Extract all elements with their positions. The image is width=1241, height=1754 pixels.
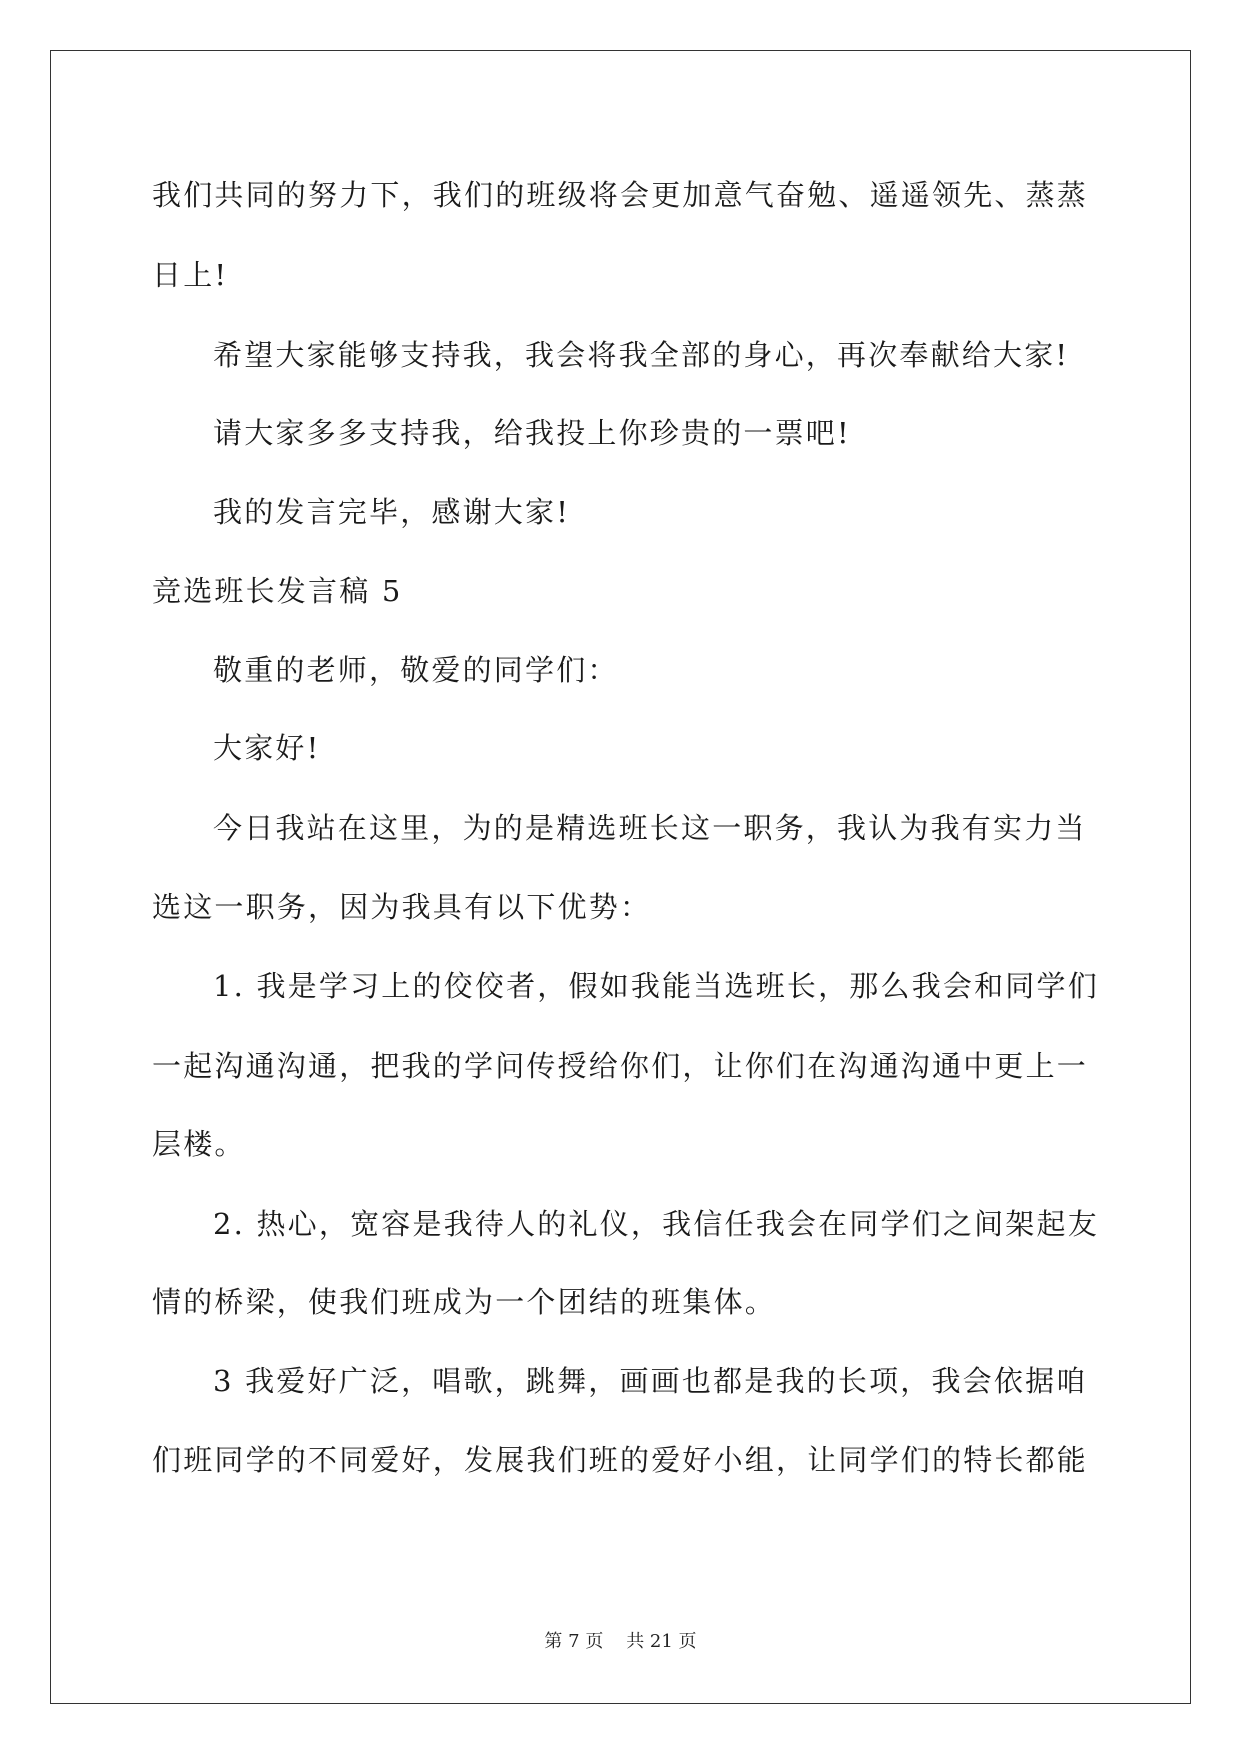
section-heading: 竞选班长发言稿 5	[152, 574, 403, 608]
paragraph-line: 3 我爱好广泛，唱歌，跳舞，画画也都是我的长项，我会依据咱	[213, 1364, 1088, 1398]
text-line: 们班同学的不同爱好，发展我们班的爱好小组，让同学们的特长都能	[152, 1443, 1089, 1477]
text-line: 日上!	[152, 258, 229, 292]
text-line: 我们共同的努力下，我们的班级将会更加意气奋勉、遥遥领先、蒸蒸	[152, 178, 1089, 212]
greeting-line: 大家好!	[213, 731, 321, 765]
paragraph-line: 2. 热心，宽容是我待人的礼仪，我信任我会在同学们之间架起友	[213, 1207, 1099, 1241]
page-footer: 第 7 页 共 21 页	[544, 1631, 697, 1652]
paragraph-line: 我的发言完毕，感谢大家!	[213, 495, 571, 529]
salutation-line: 敬重的老师，敬爱的同学们：	[213, 653, 619, 687]
paragraph-line: 请大家多多支持我，给我投上你珍贵的一票吧!	[213, 416, 851, 450]
text-line: 选这一职务，因为我具有以下优势：	[152, 890, 652, 924]
paragraph-line: 希望大家能够支持我，我会将我全部的身心，再次奉献给大家!	[213, 338, 1070, 372]
paragraph-line: 今日我站在这里，为的是精选班长这一职务，我认为我有实力当	[213, 811, 1087, 845]
text-line: 一起沟通沟通，把我的学问传授给你们，让你们在沟通沟通中更上一	[152, 1049, 1089, 1083]
text-line: 层楼。	[152, 1127, 246, 1161]
text-line: 情的桥梁，使我们班成为一个团结的班集体。	[152, 1285, 777, 1319]
paragraph-line: 1. 我是学习上的佼佼者，假如我能当选班长，那么我会和同学们	[213, 969, 1099, 1003]
